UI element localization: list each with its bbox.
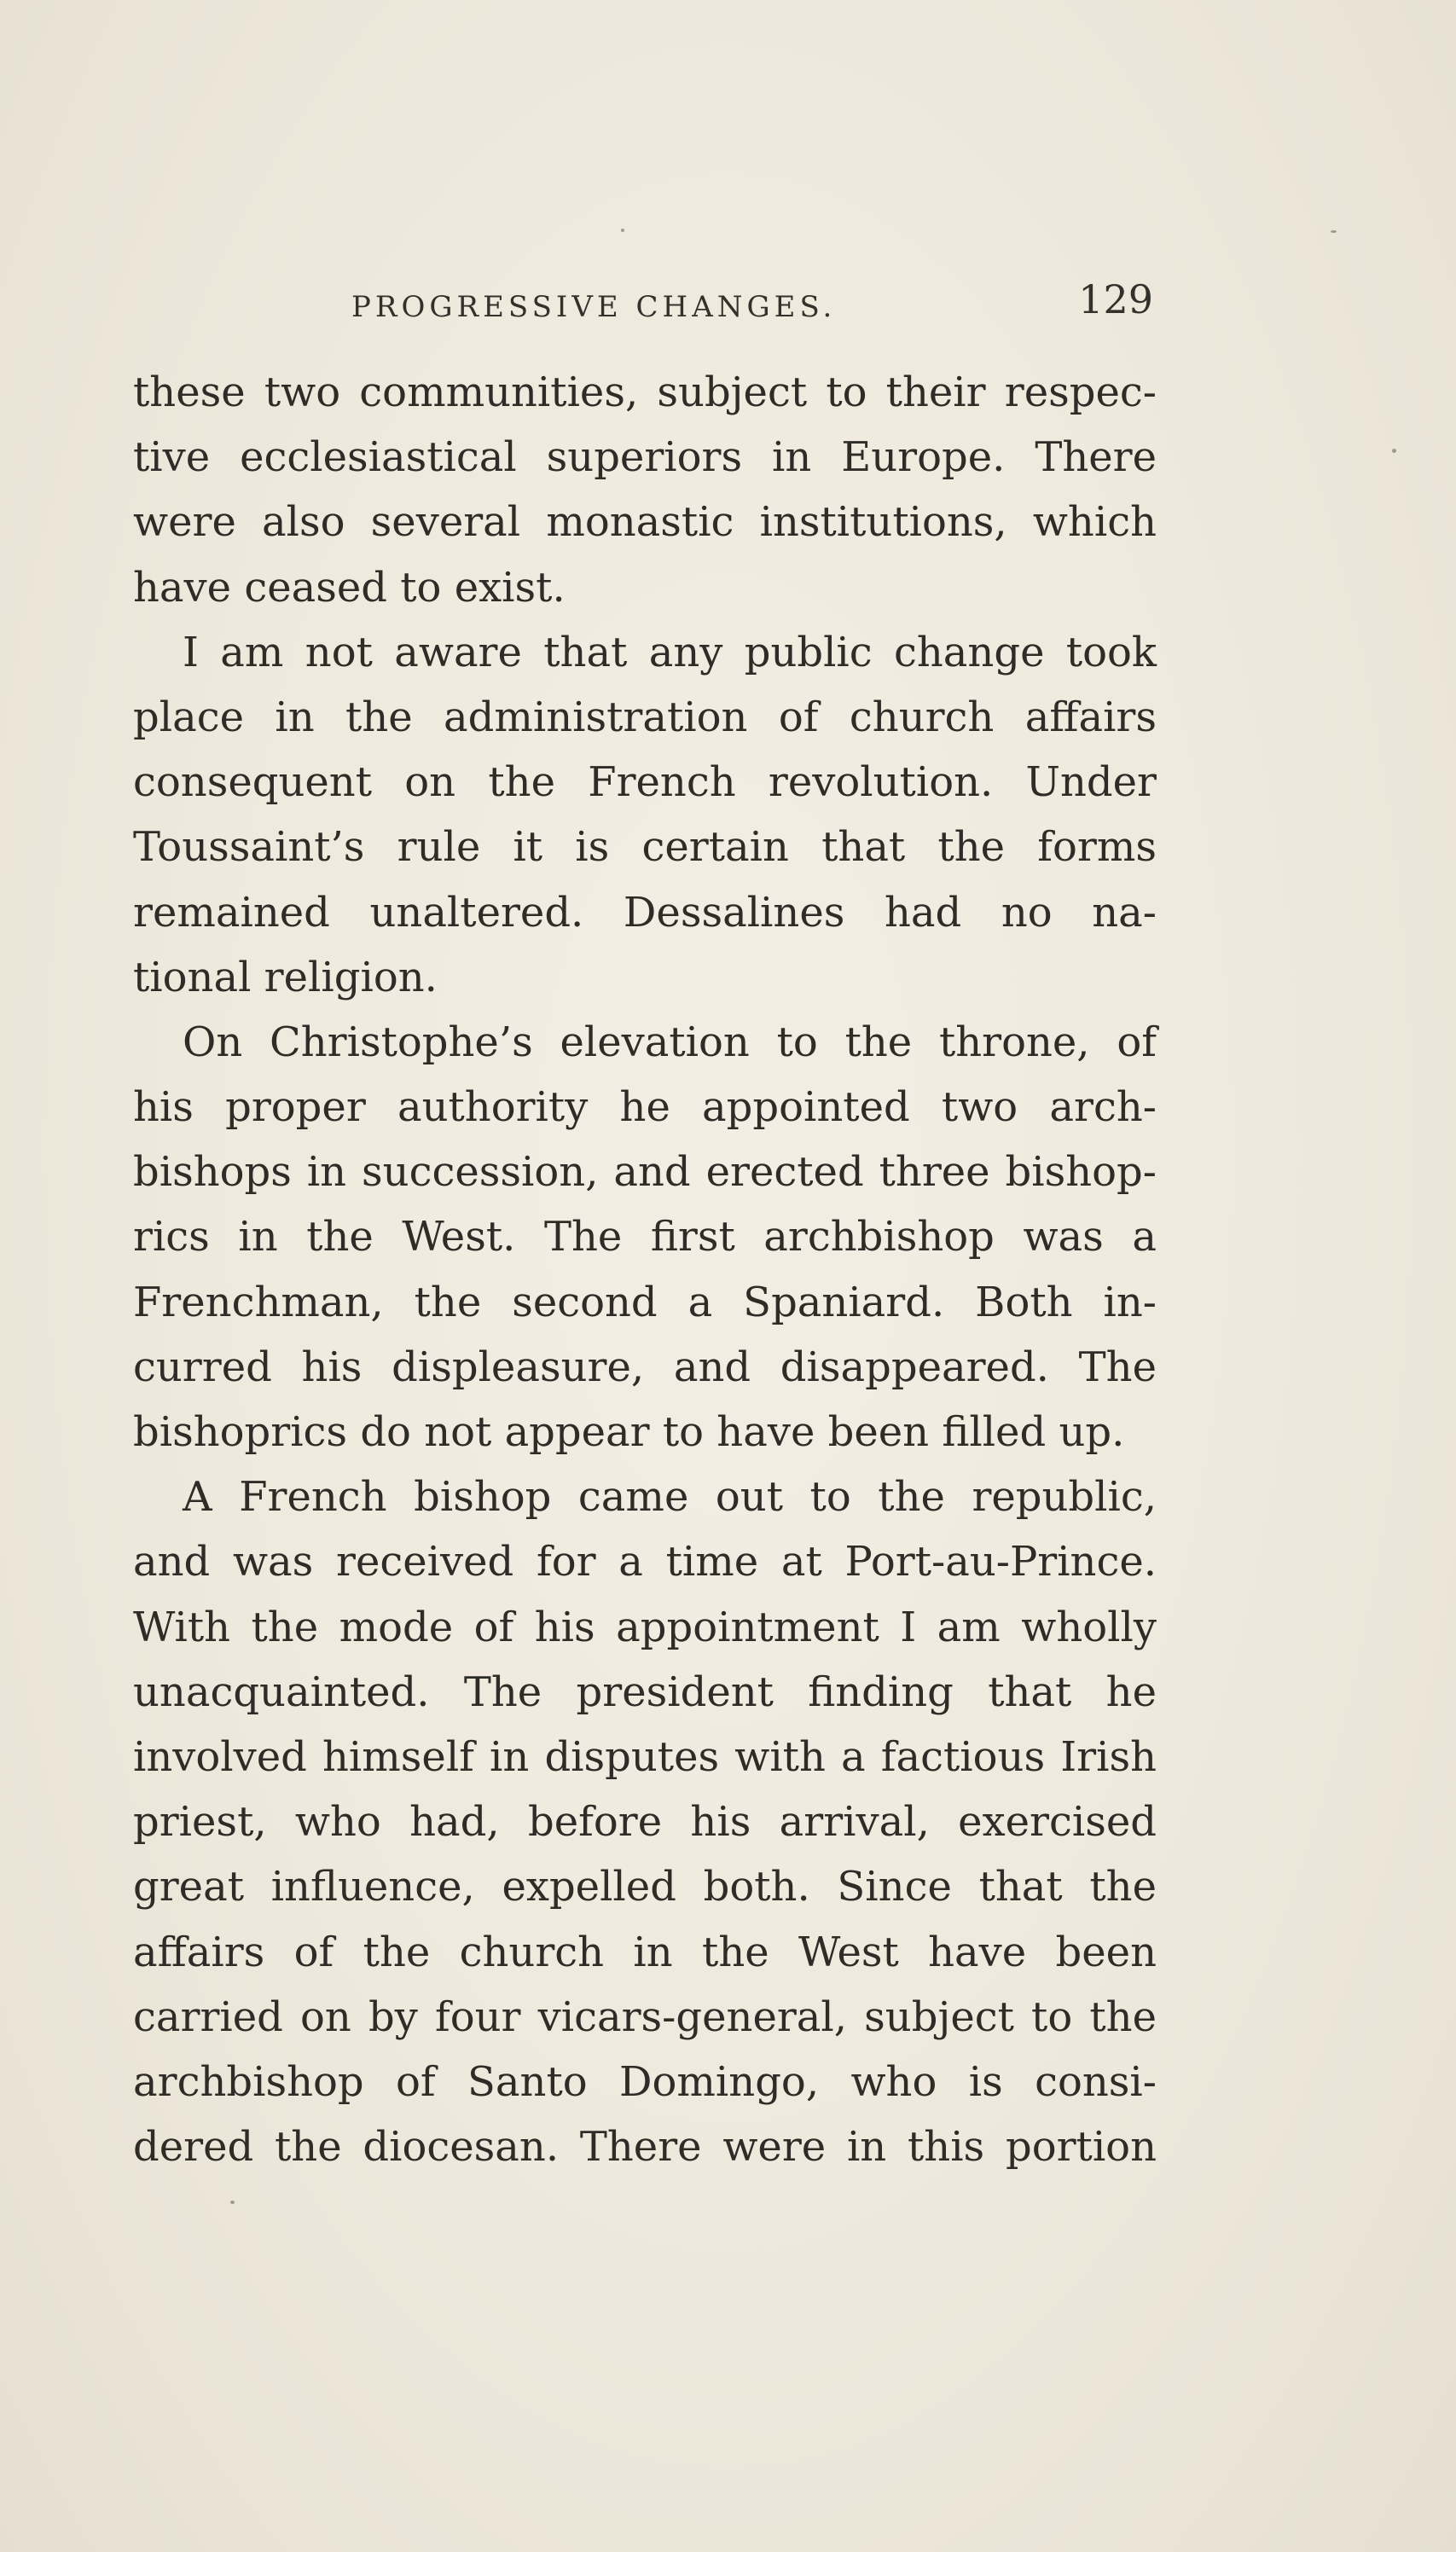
page-number: 129: [1078, 276, 1153, 322]
text-line: and was received for a time at Port-au-Prince.: [133, 1538, 1157, 1586]
text-line: unacquainted. The president finding that he: [133, 1668, 1157, 1716]
text-line: bishops in succession, and erected three bishop-: [133, 1148, 1157, 1197]
text-line: consequent on the French revolution. Under: [133, 758, 1157, 807]
text-line: remained unaltered. Dessalines had no na-: [133, 888, 1157, 937]
text-line: Toussaint’s rule it is certain that the forms: [133, 823, 1157, 872]
running-header: [351, 271, 1153, 331]
text-line: dered the diocesan. There were in this portion: [133, 2123, 1157, 2172]
text-line: bishoprics do not appear to have been filled up.: [133, 1408, 1125, 1456]
text-line: tional religion.: [133, 953, 438, 1001]
text-line: his proper authority he appointed two arch-: [133, 1083, 1157, 1132]
text-line: affairs of the church in the West have been: [133, 1928, 1157, 1976]
text-line: archbishop of Santo Domingo, who is consi-: [133, 2057, 1157, 2106]
text-line: involved himself in disputes with a factious Irish: [133, 1732, 1157, 1781]
text-line: priest, who had, before his arrival, exercised: [133, 1798, 1157, 1847]
running-title: PROGRESSIVE CHANGES.: [351, 290, 837, 324]
paper-fleck: [1331, 230, 1337, 233]
text-line: curred his displeasure, and disappeared. The: [133, 1343, 1157, 1391]
text-line: place in the administration of church affairs: [133, 693, 1157, 741]
paper-fleck: [1392, 449, 1396, 453]
text-line: tive ecclesiastical superiors in Europe. There: [133, 433, 1157, 482]
text-line: I am not aware that any public change took: [183, 628, 1157, 676]
body-text: [133, 360, 1157, 2179]
text-line: have ceased to exist.: [133, 563, 566, 612]
text-line: carried on by four vicars-general, subject to the: [133, 1992, 1157, 2041]
text-line: On Christophe’s elevation to the throne, of: [183, 1018, 1157, 1066]
paper-fleck: [230, 2201, 235, 2204]
text-line: great influence, expelled both. Since that the: [133, 1863, 1157, 1911]
paper-fleck: [621, 229, 624, 232]
text-line: rics in the West. The first archbishop was a: [133, 1213, 1157, 1262]
text-line: A French bishop came out to the republic,: [183, 1473, 1157, 1522]
text-line: were also several monastic institutions, which: [133, 498, 1157, 547]
text-line: Frenchman, the second a Spaniard. Both in-: [133, 1278, 1157, 1326]
text-line: With the mode of his appointment I am wholly: [133, 1603, 1157, 1651]
text-line: these two communities, subject to their respec-: [133, 368, 1157, 416]
